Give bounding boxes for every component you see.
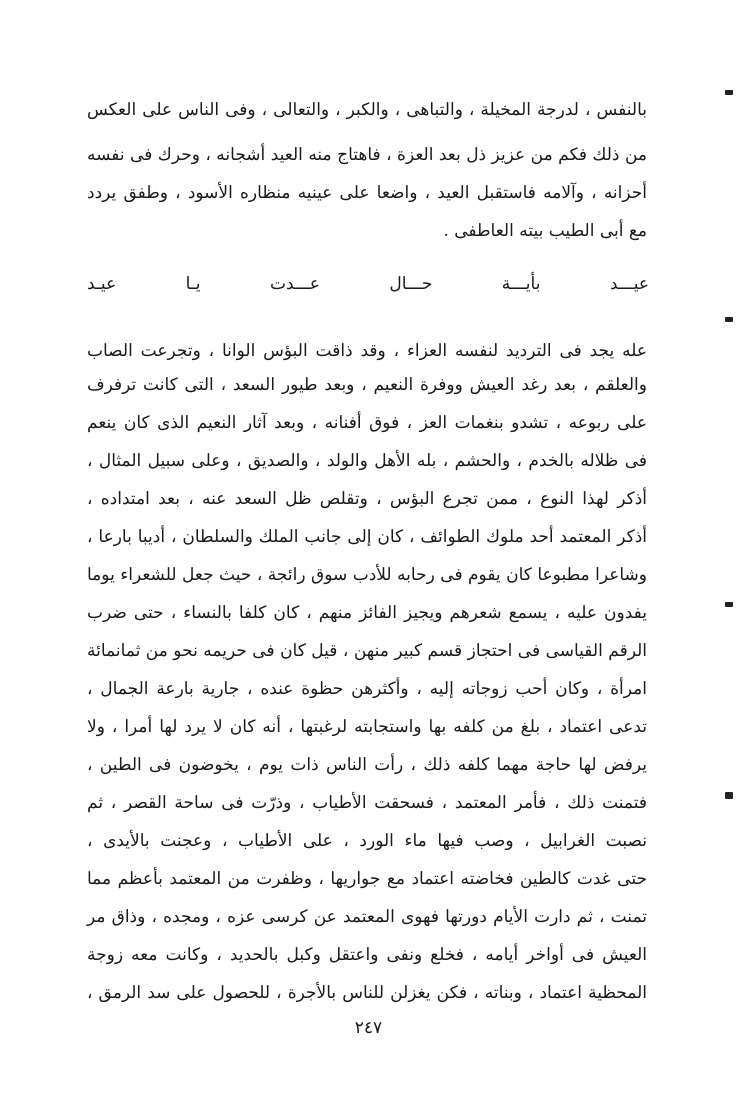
text-line: مع أبى الطيب بيته العاطفى .: [443, 221, 647, 241]
text-line: أذكر المعتمد أحد ملوك الطوائف ، كان إلى جانب الملك والسلطان ، أديبا بارعا ،: [87, 527, 647, 547]
margin-mark: [725, 90, 733, 95]
verse-word: عيـــد: [609, 274, 649, 294]
text-line: المحظية اعتماد ، وبناته ، فكن يغزلن للناس بالأجرة ، للحصول على سد الرمق ،: [87, 983, 647, 1003]
verse-line: [87, 272, 649, 296]
text-line: نصبت الغرابيل ، وصب فيها ماء الورد ، على الأطياب ، وعجنت بالأيدى ،: [87, 831, 647, 851]
margin-mark: [725, 792, 733, 799]
verse-word: حـــال: [389, 274, 433, 294]
text-line: أحزانه ، وآلامه فاستقبل العيد ، واضعا على عينيه منظاره الأسود ، وطفق يردد: [87, 183, 647, 203]
text-line: حتى غدت كالطين فخاضته اعتماد مع جواريها ، وظفرت من المعتمد بأعظم مما: [87, 869, 647, 889]
text-line: يرفض لها حاجة مهما كلفه ذلك ، رأت الناس ذات يوم ، يخوضون فى الطين ،: [87, 755, 647, 775]
text-line: من ذلك فكم من عزيز ذل بعد العزة ، فاهتاج منه العيد أشجانه ، وحرك فى نفسه: [87, 145, 647, 165]
verse-word: عـــدت: [269, 274, 320, 294]
text-line: أذكر لهذا النوع ، ممن تجرع البؤس ، وتقلص ظل السعد عنه ، بعد امتداده ،: [87, 489, 647, 509]
verse-word: عيـد: [87, 274, 117, 294]
verse-word: بأيـــة: [501, 274, 541, 294]
text-line: تمنت ، ثم دارت الأيام دورتها فهوى المعتمد عن كرسى عزه ، ومجده ، وذاق مر: [87, 907, 647, 927]
text-line: فى ظلاله بالخدم ، والحشم ، بله الأهل والولد ، والصديق ، وعلى سبيل المثال ،: [87, 451, 647, 471]
text-line: على ربوعه ، تشدو بنغمات العز ، فوق أفنانه ، وبعد آثار النعيم الذى كان ينعم: [87, 413, 647, 433]
text-line: والعلقم ، بعد رغد العيش ووفرة النعيم ، وبعد طيور السعد ، التى كانت ترفرف: [87, 375, 647, 395]
text-line: وشاعرا مطبوعا كان يقوم فى رحابه للأدب سوق رائجة ، حيث جعل للشعراء يوما: [87, 565, 647, 585]
page-number: ٢٤٧: [354, 1018, 383, 1038]
text-line: امرأة ، وكان أحب زوجاته إليه ، وأكثرهن حظوة عنده ، جارية بارعة الجمال ،: [87, 679, 647, 699]
text-line: بالنفس ، لدرجة المخيلة ، والتباهى ، والكبر ، والتعالى ، وفى الناس على العكس: [87, 100, 647, 120]
text-line: فتمنت ذلك ، فأمر المعتمد ، فسحقت الأطياب ، وذرّت فى ساحة القصر ، ثم: [87, 793, 647, 813]
text-line: الرقم القياسى فى احتجاز قسم كبير منهن ، قيل كان فى حريمه نحو من ثمانمائة: [87, 641, 647, 661]
text-line: تدعى اعتماد ، بلغ من كلفه بها واستجابته لرغبتها ، أنه كان لا يرد لها أمرا ، ولا: [87, 717, 647, 737]
margin-mark: [725, 602, 733, 607]
text-line: العيش فى أواخر أيامه ، فخلع ونفى واعتقل وكبل بالحديد ، وكانت معه زوجة: [87, 945, 647, 965]
margin-mark: [725, 317, 733, 322]
verse-word: يـا: [185, 274, 201, 294]
text-line: عله يجد فى الترديد لنفسه العزاء ، وقد ذاقت البؤس الوانا ، وتجرعت الصاب: [87, 341, 647, 361]
text-line: يفدون عليه ، يسمع شعرهم ويجيز الفائز منهم ، كان كلفا بالنساء ، حتى ضرب: [87, 603, 647, 623]
